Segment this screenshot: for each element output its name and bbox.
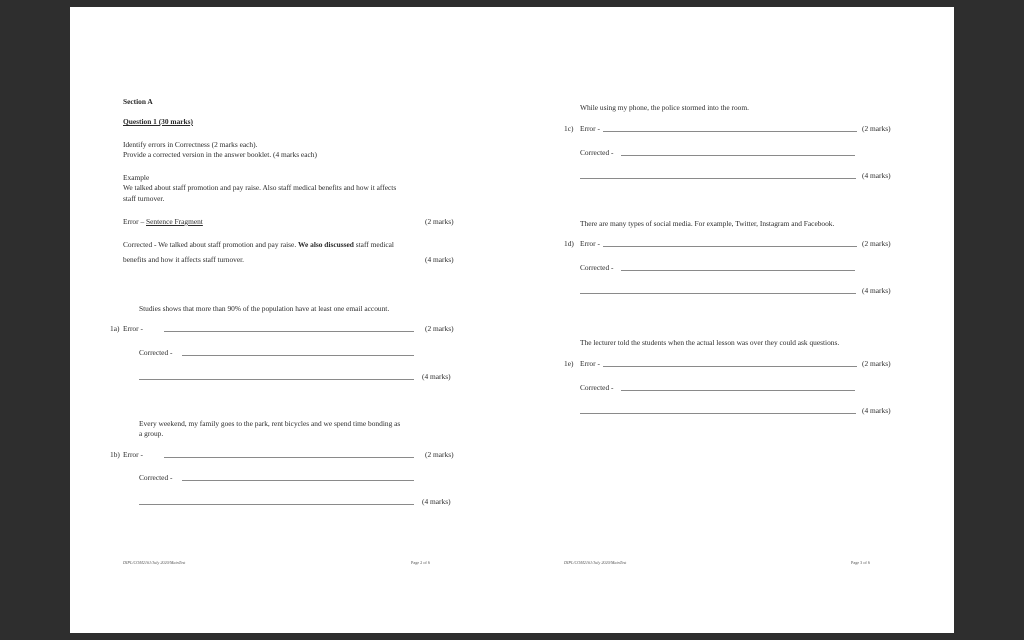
q1e-error-answer-line[interactable] bbox=[603, 366, 857, 367]
example-corrected-line-1 bbox=[123, 240, 394, 249]
q1d-number: 1d) bbox=[564, 239, 574, 248]
q1d-corrected-answer-line[interactable] bbox=[621, 270, 855, 271]
q1c-corrected-marks: (4 marks) bbox=[862, 171, 891, 180]
example-heading: Example bbox=[123, 173, 150, 182]
q1d-error-label: Error - bbox=[580, 239, 600, 248]
q1e-error-label: Error - bbox=[580, 359, 600, 368]
q1e-corrected-marks: (4 marks) bbox=[862, 406, 891, 415]
example-error-label bbox=[123, 217, 203, 226]
q1e-corrected-answer-line[interactable] bbox=[621, 390, 855, 391]
q1d-error-answer-line[interactable] bbox=[603, 246, 857, 247]
q1d-corrected-label: Corrected - bbox=[580, 263, 614, 272]
q1c-corrected-answer-line-2[interactable] bbox=[580, 178, 856, 179]
q1a-sentence: Studies shows that more than 90% of the population have at least one email account. bbox=[139, 304, 390, 313]
footer-left-page: Page 2 of 6 bbox=[411, 560, 430, 565]
q1e-corrected-answer-line-2[interactable] bbox=[580, 413, 856, 414]
instruction-line-1: Identify errors in Correctness (2 marks each). bbox=[123, 140, 258, 149]
q1a-corrected-answer-line-2[interactable] bbox=[139, 379, 414, 380]
q1a-error-marks: (2 marks) bbox=[425, 324, 454, 333]
q1b-sentence-line-1: Every weekend, my family goes to the park, rent bicycles and we spend time bonding as bbox=[139, 419, 401, 428]
q1b-error-answer-line[interactable] bbox=[164, 457, 414, 458]
example-corrected-pre: Corrected - We talked about staff promotion and pay raise. bbox=[123, 240, 297, 249]
q1d-corrected-answer-line-2[interactable] bbox=[580, 293, 856, 294]
q1e-number: 1e) bbox=[564, 359, 574, 368]
q1e-error-marks: (2 marks) bbox=[862, 359, 891, 368]
example-corrected-bold: We also discussed bbox=[298, 240, 354, 249]
q1d-corrected-marks: (4 marks) bbox=[862, 286, 891, 295]
q1c-corrected-answer-line[interactable] bbox=[621, 155, 855, 156]
q1e-sentence: The lecturer told the students when the actual lesson was over they could ask questions. bbox=[580, 338, 840, 347]
q1a-corrected-marks: (4 marks) bbox=[422, 372, 451, 381]
q1b-sentence-line-2: a group. bbox=[139, 429, 164, 438]
q1a-corrected-answer-line[interactable] bbox=[182, 355, 414, 356]
instruction-line-2: Provide a corrected version in the answer booklet. (4 marks each) bbox=[123, 150, 317, 159]
q1b-error-label: Error - bbox=[123, 450, 143, 459]
document-page bbox=[70, 7, 954, 633]
q1b-number: 1b) bbox=[110, 450, 120, 459]
q1a-error-label: Error - bbox=[123, 324, 143, 333]
q1a-corrected-label: Corrected - bbox=[139, 348, 173, 357]
q1c-error-answer-line[interactable] bbox=[603, 131, 857, 132]
q1c-error-label: Error - bbox=[580, 124, 600, 133]
example-error-marks: (2 marks) bbox=[425, 217, 454, 226]
example-corrected-line-2: benefits and how it affects staff turnover. bbox=[123, 255, 245, 264]
q1c-error-marks: (2 marks) bbox=[862, 124, 891, 133]
q1e-corrected-label: Corrected - bbox=[580, 383, 614, 392]
q1b-corrected-answer-line[interactable] bbox=[182, 480, 414, 481]
q1c-corrected-label: Corrected - bbox=[580, 148, 614, 157]
q1b-corrected-label: Corrected - bbox=[139, 473, 173, 482]
example-corrected-post: staff medical bbox=[355, 240, 394, 249]
q1b-corrected-marks: (4 marks) bbox=[422, 497, 451, 506]
q1d-sentence: There are many types of social media. For example, Twitter, Instagram and Facebook. bbox=[580, 219, 835, 228]
q1b-corrected-answer-line-2[interactable] bbox=[139, 504, 414, 505]
q1d-error-marks: (2 marks) bbox=[862, 239, 891, 248]
q1a-number: 1a) bbox=[110, 324, 120, 333]
question-title: Question 1 (30 marks) bbox=[123, 117, 194, 126]
section-title: Section A bbox=[123, 97, 153, 106]
example-corrected-marks: (4 marks) bbox=[425, 255, 454, 264]
example-text-line-1: We talked about staff promotion and pay raise. Also staff medical benefits and how it affects bbox=[123, 183, 397, 192]
example-error-prefix: Error – bbox=[123, 217, 145, 226]
q1a-error-answer-line[interactable] bbox=[164, 331, 414, 332]
example-text-line-2: staff turnover. bbox=[123, 194, 165, 203]
example-error-value: Sentence Fragment bbox=[146, 217, 203, 226]
footer-right-page: Page 3 of 6 bbox=[851, 560, 870, 565]
q1c-sentence: While using my phone, the police stormed into the room. bbox=[580, 103, 749, 112]
q1c-number: 1c) bbox=[564, 124, 574, 133]
q1b-error-marks: (2 marks) bbox=[425, 450, 454, 459]
footer-right-code: DIPL/COM2161/July 2020/MainTest bbox=[564, 560, 627, 565]
footer-left-code: DIPL/COM2161/July 2020/MainTest bbox=[123, 560, 186, 565]
